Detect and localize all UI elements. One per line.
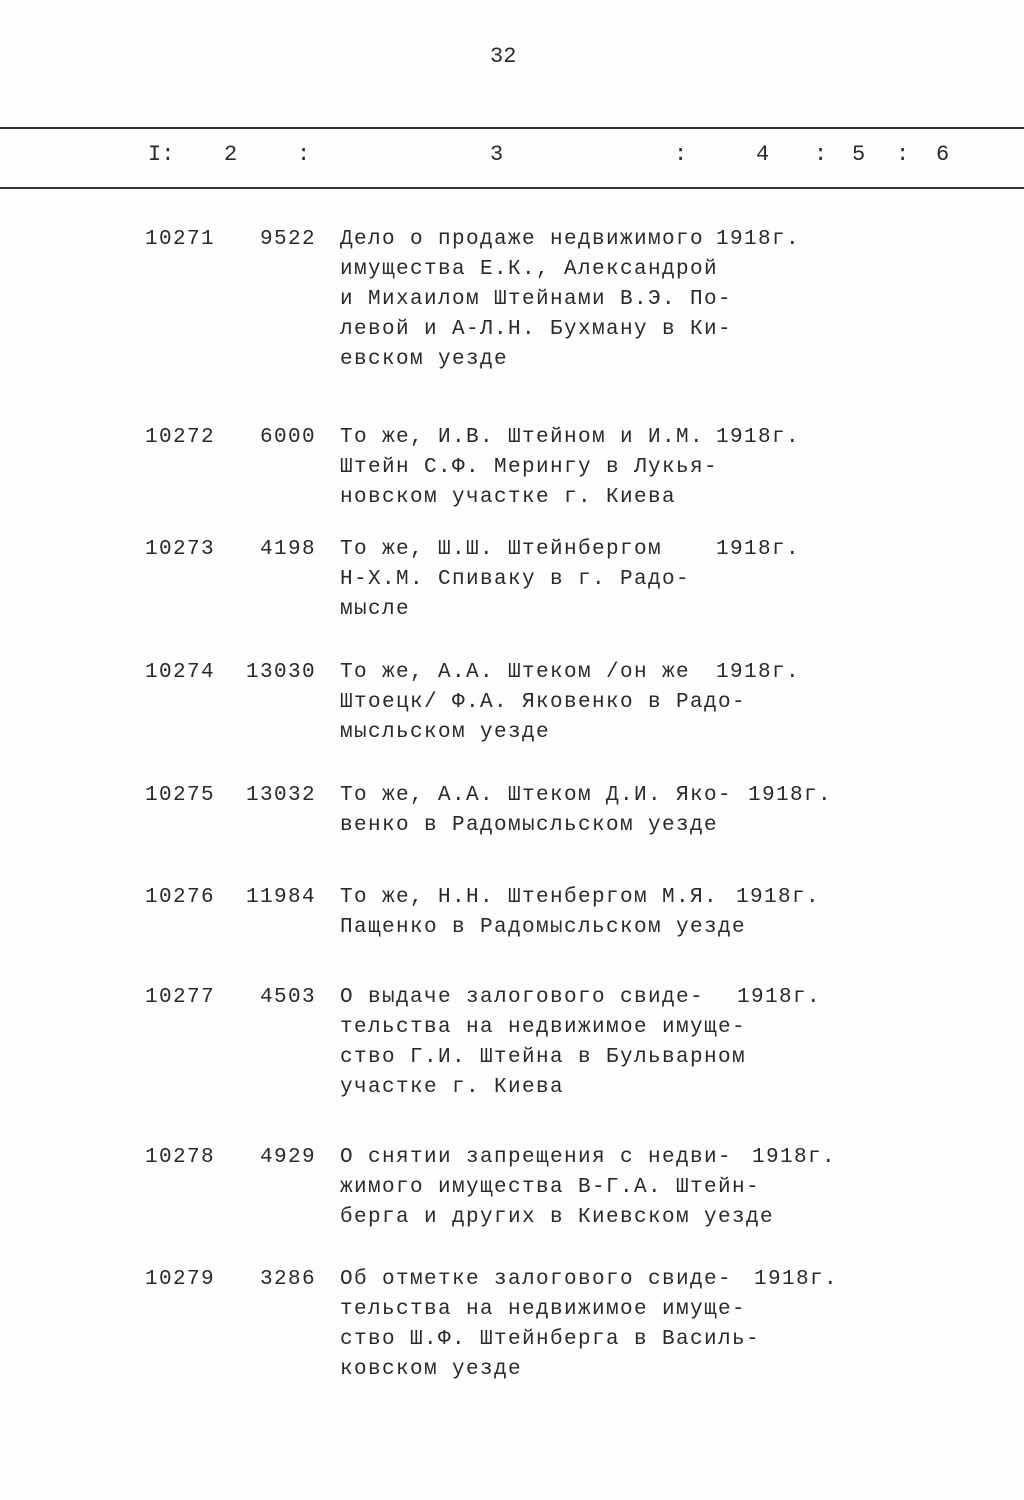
entry-description [340, 535, 690, 625]
entry-description [340, 883, 746, 943]
description-line: имущества Е.К., Александрой [340, 258, 719, 281]
entry-date: 1918г. [716, 228, 801, 251]
entry-date: 1918г. [716, 426, 801, 449]
description-line: и Михаилом Штейнами В.Э. По- [340, 288, 733, 311]
document-number: 9522 [259, 228, 316, 251]
description-line: тельства на недвижимое имуще- [340, 1298, 747, 1321]
description-line: левой и А-Л.Н. Бухману в Ки- [340, 318, 733, 341]
document-number: 4198 [259, 538, 316, 561]
description-line: жимого имущества В-Г.А. Штейн- [340, 1176, 761, 1199]
description-line: То же, А.А. Штеком /он же [340, 661, 691, 684]
entry-date: 1918г. [748, 784, 833, 807]
entry-date: 1918г. [737, 986, 822, 1009]
description-line: венко в Радомысльском уезде [340, 814, 719, 837]
description-line: мысльском уезде [340, 721, 551, 744]
entry-date: 1918г. [716, 661, 801, 684]
entry-description [340, 1265, 760, 1385]
inventory-number: 10277 [145, 986, 216, 1009]
description-line: О снятии запрещения с недви- [340, 1146, 733, 1169]
column-header: 4 [756, 142, 770, 167]
inventory-number: 10275 [145, 784, 216, 807]
description-line: Штейн С.Ф. Мерингу в Лукья- [340, 456, 719, 479]
description-line: О выдаче залогового свиде- [340, 986, 705, 1009]
entry-description [340, 781, 732, 841]
column-header: 2 [224, 142, 238, 167]
description-line: евском уезде [340, 348, 509, 371]
column-header: I: [148, 142, 175, 167]
inventory-number: 10276 [145, 886, 216, 909]
description-line: ство Ш.Ф. Штейнберга в Василь- [340, 1328, 761, 1351]
column-header: : [297, 142, 311, 167]
description-line: То же, А.А. Штеком Д.И. Яко- [340, 784, 733, 807]
inventory-number: 10274 [145, 661, 216, 684]
description-line: ство Г.И. Штейна в Бульварном [340, 1046, 747, 1069]
header-top-rule [0, 127, 1024, 129]
entry-date: 1918г. [752, 1146, 837, 1169]
description-line: тельства на недвижимое имуще- [340, 1016, 747, 1039]
description-line: Штоецк/ Ф.А. Яковенко в Радо- [340, 691, 747, 714]
document-number: 11984 [245, 886, 316, 909]
document-number: 4929 [259, 1146, 316, 1169]
document-number: 4503 [259, 986, 316, 1009]
inventory-number: 10272 [145, 426, 216, 449]
document-number: 3286 [259, 1268, 316, 1291]
entry-description [340, 658, 746, 748]
description-line: То же, Н.Н. Штенбергом М.Я. [340, 886, 719, 909]
page-number: 32 [490, 44, 517, 69]
inventory-number: 10279 [145, 1268, 216, 1291]
column-header: 6 [936, 142, 950, 167]
description-line: То же, И.В. Штейном и И.М. [340, 426, 705, 449]
description-line: То же, Ш.Ш. Штейнбергом [340, 538, 663, 561]
document-number: 6000 [259, 426, 316, 449]
entry-description [340, 1143, 774, 1233]
description-line: Пащенко в Радомысльском уезде [340, 916, 747, 939]
description-line: ковском уезде [340, 1358, 523, 1381]
entry-date: 1918г. [716, 538, 801, 561]
inventory-number: 10278 [145, 1146, 216, 1169]
entry-date: 1918г. [736, 886, 821, 909]
column-header: : [814, 142, 828, 167]
description-line: участке г. Киева [340, 1076, 565, 1099]
inventory-number: 10273 [145, 538, 216, 561]
description-line: мысле [340, 598, 411, 621]
entry-date: 1918г. [754, 1268, 839, 1291]
document-number: 13032 [245, 784, 316, 807]
header-bottom-rule [0, 187, 1024, 189]
inventory-number: 10271 [145, 228, 216, 251]
description-line: Об отметке залогового свиде- [340, 1268, 733, 1291]
entry-description [340, 983, 746, 1103]
description-line: Дело о продаже недвижимого [340, 228, 705, 251]
entry-description [340, 225, 732, 375]
document-number: 13030 [245, 661, 316, 684]
column-header: 3 [490, 142, 504, 167]
column-header: : [674, 142, 688, 167]
column-header: : [896, 142, 910, 167]
description-line: Н-Х.М. Спиваку в г. Радо- [340, 568, 691, 591]
column-header: 5 [852, 142, 866, 167]
description-line: новском участке г. Киева [340, 486, 677, 509]
description-line: берга и других в Киевском уезде [340, 1206, 775, 1229]
entry-description [340, 423, 718, 513]
